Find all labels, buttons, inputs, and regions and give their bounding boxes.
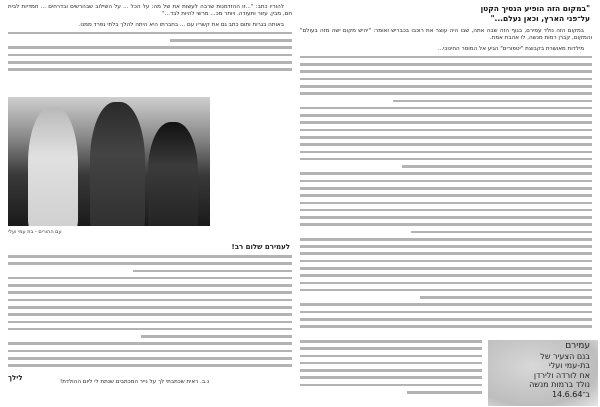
- text-line: [393, 100, 592, 103]
- text-line: [407, 391, 482, 394]
- text-line: [300, 56, 592, 59]
- text-line: [8, 364, 292, 367]
- text-line: [8, 357, 292, 360]
- text-line: [402, 165, 592, 168]
- text-line: [133, 270, 292, 273]
- text-line: [8, 291, 292, 294]
- text-line: [8, 54, 292, 57]
- text-line: [300, 311, 592, 314]
- text-line: [300, 289, 592, 292]
- text-line: [300, 303, 592, 306]
- text-line: [300, 376, 482, 379]
- text-line: [300, 202, 592, 205]
- text-line: [300, 158, 592, 161]
- text-line: [8, 328, 292, 331]
- paragraph: להוריו כתב: "...זו ההזדמנות שרבה לעשות את של מה: על הכל ... על השילוב שבהרשים ובדרחים ... חמדיות לבית חם, מבין, עזור ותעודה. ויותר מכ... מרשי להיות לבד...": [8, 4, 292, 18]
- text-line: [300, 362, 482, 365]
- text-line: [170, 39, 292, 42]
- memorial-birthdate: ב־14.6.64: [551, 389, 590, 399]
- paragraph: באותה בגרות ותום כתב גם את קשריו עם ... בחברתו היא היתה להלך בלתי נפרד ממנו.: [78, 21, 284, 28]
- paragraph: במקום הזה נולד עמירם, בגוף הזה שבה אתה, שבו היה עוצר את רוכבו בכבריש ואומר: "יהיש מקום ישה מזה בעולם" והמקום, קברן רמות מנשה, לו אהבת אמת.: [300, 28, 592, 42]
- text-line: [8, 284, 292, 287]
- memorial-line: נולד ברמות מנשה: [529, 380, 590, 389]
- article-headline: [481, 4, 590, 24]
- right-column-body: [300, 28, 592, 333]
- text-line: [300, 194, 592, 197]
- text-line: [300, 384, 482, 387]
- text-line: [300, 107, 592, 110]
- text-line: [8, 342, 292, 345]
- text-line: [8, 299, 292, 302]
- text-line: [300, 238, 592, 241]
- memorial-name: עמירם: [565, 341, 590, 351]
- text-line: [300, 136, 592, 139]
- photo-father: [28, 107, 78, 226]
- text-line: [300, 340, 482, 343]
- text-lines: [300, 340, 482, 394]
- text-line: [300, 216, 592, 219]
- right-column-body-bottom: [300, 340, 482, 398]
- text-line: [300, 187, 592, 190]
- memorial-line: אח לורדה ולירדן: [533, 370, 590, 380]
- text-line: [300, 114, 592, 117]
- paragraph: מילדות מאושרת בקבוצת "יטפורים" הגיע אל המוסר החינוכי...: [437, 45, 584, 52]
- text-lines: [8, 32, 292, 71]
- memorial-box: [488, 340, 598, 406]
- postscript: נ.ב. ראית שכתבתי לך על נייר המכתבים שנתת לי ליום ההולדת!: [60, 379, 210, 385]
- text-line: [300, 325, 592, 328]
- memorial-line: בת-עמי ועלי: [548, 361, 590, 370]
- text-line: [300, 121, 592, 124]
- text-line: [300, 274, 592, 277]
- text-line: [300, 151, 592, 154]
- text-lines: [300, 56, 592, 328]
- text-line: [300, 172, 592, 175]
- text-line: [141, 335, 292, 338]
- text-line: [8, 321, 292, 324]
- text-line: [8, 277, 292, 280]
- text-line: [300, 252, 592, 255]
- text-lines: [8, 255, 292, 367]
- photo-caption: עם ההורים - בת עמי ועלי: [8, 229, 62, 235]
- text-line: [300, 318, 592, 321]
- headline-line-1: "במקום הזה הופיע הנסיך הקטן: [480, 4, 590, 13]
- text-line: [8, 313, 292, 316]
- text-line: [420, 296, 592, 299]
- text-line: [8, 255, 292, 258]
- text-line: [8, 32, 292, 35]
- photo-son: [90, 102, 145, 226]
- text-line: [8, 46, 292, 49]
- text-line: [300, 143, 592, 146]
- signature: לילך: [8, 374, 23, 382]
- text-line: [300, 223, 592, 226]
- letter-body: [8, 255, 292, 372]
- text-line: [8, 350, 292, 353]
- letter-heading: לעמירם שלום רב!: [231, 243, 290, 251]
- text-line: [300, 85, 592, 88]
- text-line: [300, 129, 592, 132]
- text-line: [300, 78, 592, 81]
- text-line: [300, 369, 482, 372]
- text-line: [300, 347, 482, 350]
- text-line: [300, 92, 592, 95]
- text-line: [300, 180, 592, 183]
- text-line: [300, 70, 592, 73]
- headline-line-2: על־פני הארץ, וכאן נעלם...": [490, 14, 590, 23]
- text-line: [300, 209, 592, 212]
- photo-mother: [148, 122, 198, 226]
- text-line: [300, 63, 592, 66]
- left-column-top: [8, 4, 292, 76]
- text-line: [411, 231, 592, 234]
- family-photo: [8, 97, 210, 226]
- text-line: [300, 355, 482, 358]
- text-line: [300, 260, 592, 263]
- text-line: [8, 61, 292, 64]
- memorial-line: בנם הצעיר של: [540, 351, 590, 361]
- text-line: [300, 282, 592, 285]
- text-line: [8, 68, 292, 71]
- text-line: [300, 267, 592, 270]
- text-line: [8, 306, 292, 309]
- text-line: [8, 262, 292, 265]
- text-line: [300, 245, 592, 248]
